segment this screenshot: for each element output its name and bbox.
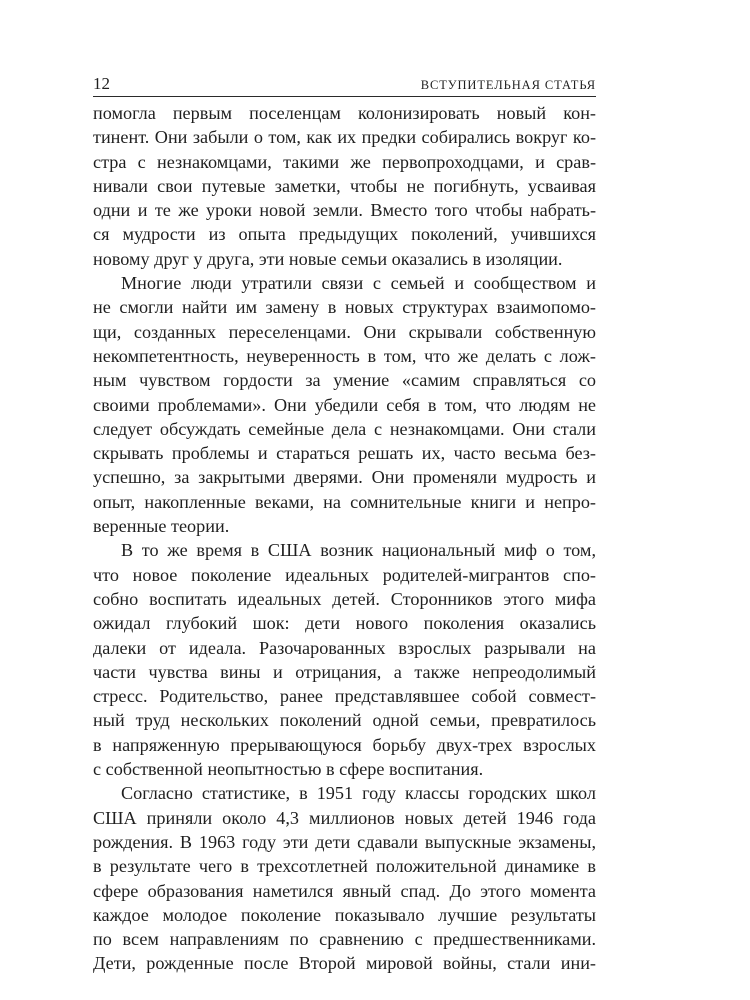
text-line: следует обсуждать семейные дела с незнакомцами. Они стали [93,418,596,439]
text-line: своими проблемами». Они убедили себя в том, что людям не [93,394,596,415]
page-number: 12 [93,74,110,93]
text-line: скрывать проблемы и стараться решать их, часто весьма без- [93,443,596,464]
text-line: Многие люди утратили связи с семьей и сообществом и [121,273,596,294]
text-line: тинент. Они забыли о том, как их предки собирались вокруг ко- [93,127,596,148]
text-line: в результате чего в трехсотлетней положительной динамике в [93,856,596,877]
text-line: одни и те же уроки новой земли. Вместо того чтобы набрать- [93,200,596,221]
text-line: Согласно статистике, в 1951 году классы городских школ [121,783,596,804]
text-line: в напряженную прерывающуюся борьбу двух-трех взрослых [93,734,596,755]
text-line: с собственной неопытностью в сфере воспитания. [93,759,484,780]
text-line: ным чувством гордости за умение «самим справляться со [93,370,596,391]
header-rule [93,96,596,97]
text-line: части чувства вины и отрицания, а также непреодолимый [93,661,596,682]
text-line: ный труд нескольких поколений одной семьи, превратилось [93,710,596,731]
text-line: щи, созданных переселенцами. Они скрывали собственную [93,321,596,342]
text-line: опыт, накопленные веками, на сомнительные книги и непро- [93,491,596,512]
text-line: по всем направлениям по сравнению с предшественниками. [93,929,596,950]
text-line: успешно, за закрытыми дверями. Они променяли мудрость и [93,467,596,488]
text-line: Дети, рожденные после Второй мировой войны, стали ини- [93,953,596,974]
running-head [93,74,596,96]
text-line: далеки от идеала. Разочарованных взрослых разрывали на [93,637,596,658]
text-line: рождения. В 1963 году эти дети сдавали выпускные экзамены, [93,831,596,852]
text-line: В то же время в США возник национальный миф о том, [121,540,596,561]
body-text [93,101,596,976]
text-line: веренные теории. [93,516,230,537]
text-line: новому друг у друга, эти новые семьи оказались в изоляции. [93,248,563,269]
text-line: сфере образования наметился явный спад. До этого момента [93,880,596,901]
text-line: ожидал глубокий шок: дети нового поколения оказались [93,613,596,634]
text-line: помогла первым поселенцам колонизировать новый кон- [93,103,596,123]
text-line: некомпетентность, неуверенность в том, что же делать с лож- [93,345,596,366]
text-line: собно воспитать идеальных детей. Сторонников этого мифа [93,588,596,609]
text-line: стресс. Родительство, ранее представлявшее собой совмест- [93,686,596,707]
text-line: США приняли около 4,3 миллионов новых детей 1946 года [93,807,596,828]
text-line: стра с незнакомцами, такими же первопроходцами, и срав- [93,151,596,172]
text-line: не смогли найти им замену в новых структурах взаимопомо- [93,297,596,318]
text-line: ся мудрости из опыта предыдущих поколений, учившихся [93,224,596,245]
text-line: что новое поколение идеальных родителей-мигрантов спо- [93,564,596,585]
text-line: каждое молодое поколение показывало лучшие результаты [93,904,596,925]
section-title: ВСТУПИТЕЛЬНАЯ СТАТЬЯ [420,78,596,92]
text-line: нивали свои путевые заметки, чтобы не погибнуть, усваивая [93,175,596,196]
